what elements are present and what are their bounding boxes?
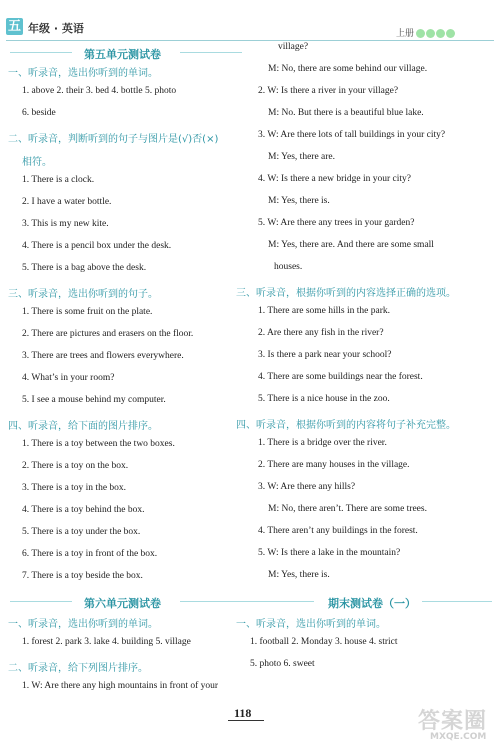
list-item: 3. There are trees and flowers everywhere. [22,351,184,361]
list-item: 2. There is a toy on the box. [22,461,129,471]
u6-s3-title: 三、听录音，根据你听到的内容选择正确的选项。 [236,288,456,299]
u5-s1-title: 一、听录音，选出你听到的单词。 [8,68,158,79]
u6-s2-title: 二、听录音，给下列图片排序。 [8,663,148,674]
list-item: M: Yes, there is. [268,570,330,580]
list-item: 4. What’s in your room? [22,373,115,383]
list-item: 3. This is my new kite. [22,219,109,229]
list-item: 2. There are many houses in the village. [258,460,410,470]
list-item: 2. I have a water bottle. [22,197,112,207]
list-item: M: No, there aren’t. There are some trees. [268,504,427,514]
dialog-line: M: Yes, there is. [268,196,330,206]
list-item: 3. There is a toy in the box. [22,483,127,493]
list-item: 2. There are pictures and erasers on the floor. [22,329,194,339]
list-item: 5. There is a nice house in the zoo. [258,394,390,404]
list-item: 1. There is a toy between the two boxes. [22,439,175,449]
final-title-row [236,595,492,609]
u5-s1-line2: 6. beside [22,108,56,118]
final-s1-line2: 5. photo 6. sweet [250,659,315,669]
list-item: 4. There is a toy behind the box. [22,505,145,515]
watermark-logo: 答案圈 [418,709,488,734]
u5-s2-title: 二、听录音，判断听到的句子与图片是(√)否(×) [8,134,219,145]
list-item: 7. There is a toy beside the box. [22,571,143,581]
dialog-line: 3. W: Are there lots of tall buildings in your city? [258,130,446,140]
watermark-url: MXQE.COM [430,732,487,742]
term-label: 上册 [396,29,415,39]
dialog-line: M: No, there are some behind our village. [268,64,428,74]
unit6-title-row [8,595,244,609]
list-item: 4. There aren’t any buildings in the forest. [258,526,418,536]
dialog-line: M: Yes, there are. And there are some small [268,240,434,250]
u5-s3-title: 三、听录音，选出你听到的句子。 [8,289,158,300]
page-number: 118 [234,706,252,720]
dialog-line: houses. [274,262,303,272]
list-item: 4. There is a pencil box under the desk. [22,241,172,251]
dialog-line: M: No. But there is a beautiful blue lake. [268,108,424,118]
final-s1-title: 一、听录音，选出你听到的单词。 [236,619,386,630]
unit5-title: 第五单元测试卷 [84,48,161,61]
header-divider [6,40,494,41]
u6-s1-title: 一、听录音，选出你听到的单词。 [8,619,158,630]
u5-s2-title-cont: 相符。 [22,157,52,168]
list-item: 1. There is some fruit on the plate. [22,307,153,317]
page-number-underline [228,720,264,721]
u6-s1-line: 1. forest 2. park 3. lake 4. building 5. village [22,637,191,647]
dialog-line: 2. W: Is there a river in your village? [258,86,399,96]
dialog-line: M: Yes, there are. [268,152,336,162]
list-item: 5. I see a mouse behind my computer. [22,395,166,405]
list-item: 5. There is a bag above the desk. [22,263,147,273]
final-s1-line1: 1. football 2. Monday 3. house 4. strict [250,637,398,647]
u5-s1-line1: 1. above 2. their 3. bed 4. bottle 5. photo [22,86,177,96]
list-item: 1. There is a bridge over the river. [258,438,387,448]
grade-subject: 年级 · 英语 [28,22,84,35]
list-item: 3. Is there a park near your school? [258,350,392,360]
list-item: 5. W: Is there a lake in the mountain? [258,548,401,558]
u6-s4-title: 四、听录音，根据你听到的内容将句子补充完整。 [236,420,456,431]
list-item: 4. There are some buildings near the forest. [258,372,423,382]
list-item: 3. W: Are there any hills? [258,482,356,492]
list-item: 1. There are some hills in the park. [258,306,390,316]
u6-s2-line1: 1. W: Are there any high mountains in front of your [22,681,219,691]
list-item: 6. There is a toy in front of the box. [22,549,158,559]
unit5-title-row [8,46,244,60]
page-header [0,0,500,40]
dialog-line: 4. W: Is there a new bridge in your city? [258,174,412,184]
continued-line: village? [278,42,309,52]
grade-badge: 五 [7,19,21,34]
list-item: 2. Are there any fish in the river? [258,328,384,338]
unit6-title: 第六单元测试卷 [84,597,161,610]
dialog-line: 5. W: Are there any trees in your garden? [258,218,415,228]
u5-s4-title: 四、听录音，给下面的图片排序。 [8,421,158,432]
final-title: 期末测试卷（一） [328,597,416,610]
list-item: 5. There is a toy under the box. [22,527,141,537]
list-item: 1. There is a clock. [22,175,95,185]
